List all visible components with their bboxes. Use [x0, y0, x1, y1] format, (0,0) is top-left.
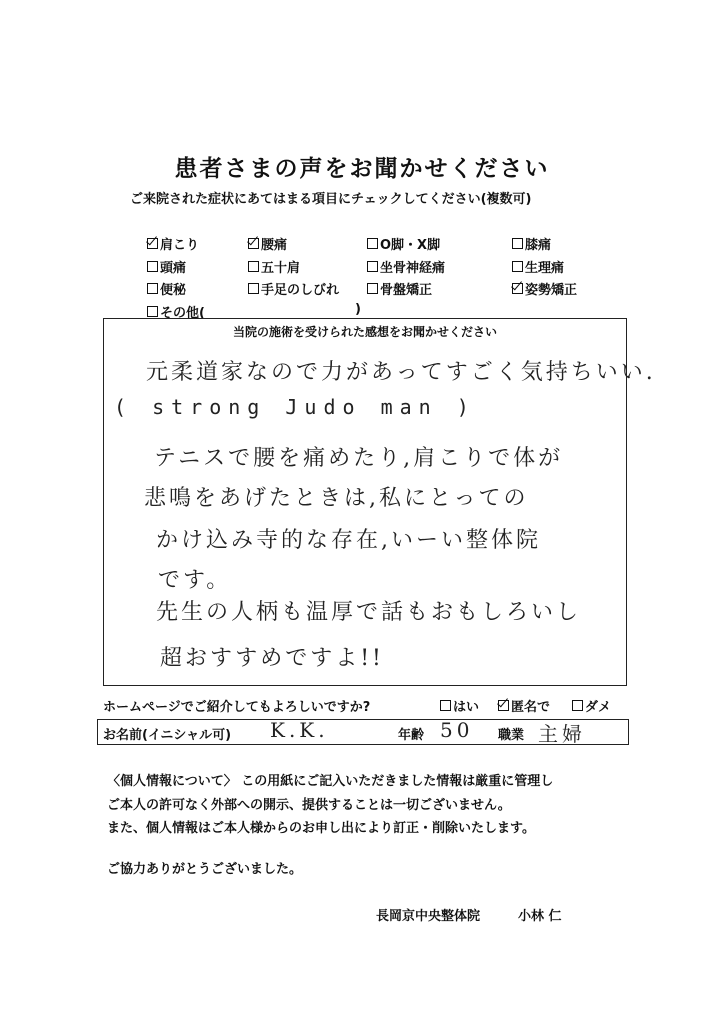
symptom-checkbox-other[interactable]: その他(	[147, 302, 205, 321]
homepage-option-yes[interactable]: はい	[440, 696, 479, 715]
age-field[interactable]: 50	[440, 718, 474, 742]
homepage-option-no[interactable]: ダメ	[572, 696, 611, 715]
staff-name: 小林 仁	[518, 909, 562, 924]
info-row	[97, 719, 629, 745]
checkbox-icon[interactable]	[512, 238, 523, 249]
checkbox-icon[interactable]	[248, 238, 259, 249]
checkbox-icon[interactable]	[367, 238, 378, 249]
page-title: 患者さまの声をお聞かせください	[174, 156, 550, 182]
thanks-text: ご協力ありがとうございました。	[107, 862, 303, 877]
symptom-checkbox[interactable]: 手足のしびれ	[248, 279, 339, 298]
job-field[interactable]: 主婦	[538, 722, 586, 746]
comment-line: 元柔道家なので力があってすごく気持ちいい.	[146, 360, 656, 385]
checkbox-icon[interactable]	[147, 238, 158, 249]
other-close-paren: )	[355, 302, 361, 317]
job-label: 職業	[498, 728, 525, 743]
checkbox-icon[interactable]	[147, 306, 158, 317]
comment-line: です。	[158, 568, 232, 593]
comment-line: 悲鳴をあげたときは,私にとっての	[144, 486, 529, 511]
checkbox-icon[interactable]	[440, 700, 451, 711]
symptom-checkbox[interactable]: 腰痛	[248, 234, 287, 253]
checkbox-icon[interactable]	[248, 261, 259, 272]
privacy-line: また、個人情報はご本人様からのお申し出により訂正・削除いたします。	[107, 821, 535, 836]
symptom-checkbox[interactable]: 骨盤矯正	[367, 279, 432, 298]
symptom-checkbox[interactable]: 便秘	[147, 279, 186, 298]
checkbox-icon[interactable]	[367, 283, 378, 294]
homepage-question: ホームページでご紹介してもよろしいですか?	[103, 700, 371, 715]
name-field[interactable]: K.K.	[270, 718, 329, 742]
name-label: お名前(イニシャル可)	[103, 728, 232, 743]
checkbox-icon[interactable]	[147, 283, 158, 294]
symptom-checkbox[interactable]: 肩こり	[147, 234, 199, 253]
comment-line: テニスで腰を痛めたり,肩こりで体が	[154, 446, 564, 471]
symptom-checkbox[interactable]: 生理痛	[512, 257, 564, 276]
checkbox-icon[interactable]	[248, 283, 259, 294]
checkbox-icon[interactable]	[512, 261, 523, 272]
checkbox-icon[interactable]	[512, 283, 523, 294]
comment-line: ( strong Judo man )	[114, 395, 476, 419]
comment-box[interactable]	[103, 318, 656, 686]
age-label: 年齢	[398, 728, 425, 743]
homepage-option-anonymous[interactable]: 匿名で	[498, 696, 550, 715]
clinic-name: 長岡京中央整体院	[376, 909, 481, 924]
symptom-checkbox[interactable]: 坐骨神経痛	[367, 257, 445, 276]
comment-line: 超おすすめですよ!!	[160, 646, 384, 671]
privacy-line: ご本人の許可なく外部への開示、提供することは一切ございません。	[107, 798, 511, 813]
symptom-checkbox[interactable]: 頭痛	[147, 257, 186, 276]
checklist-instructions: ご来院された症状にあてはまる項目にチェックしてください(複数可)	[130, 192, 532, 207]
comment-title: 当院の施術を受けられた感想をお聞かせください	[232, 325, 497, 339]
comment-line: 先生の人柄も温厚で話もおもしろいし	[156, 600, 582, 625]
checkbox-icon[interactable]	[498, 700, 509, 711]
symptom-checkbox[interactable]: 姿勢矯正	[512, 279, 577, 298]
symptom-checkbox[interactable]: 五十肩	[248, 257, 300, 276]
comment-line: かけ込み寺的な存在,いーい整体院	[156, 528, 541, 553]
symptom-checkbox[interactable]: O脚・X脚	[367, 234, 440, 253]
checkbox-icon[interactable]	[367, 261, 378, 272]
checkbox-icon[interactable]	[147, 261, 158, 272]
privacy-line: 〈個人情報について〉 この用紙にご記入いただきました情報は厳重に管理し	[107, 774, 554, 789]
symptom-checkbox[interactable]: 膝痛	[512, 234, 551, 253]
checkbox-icon[interactable]	[572, 700, 583, 711]
